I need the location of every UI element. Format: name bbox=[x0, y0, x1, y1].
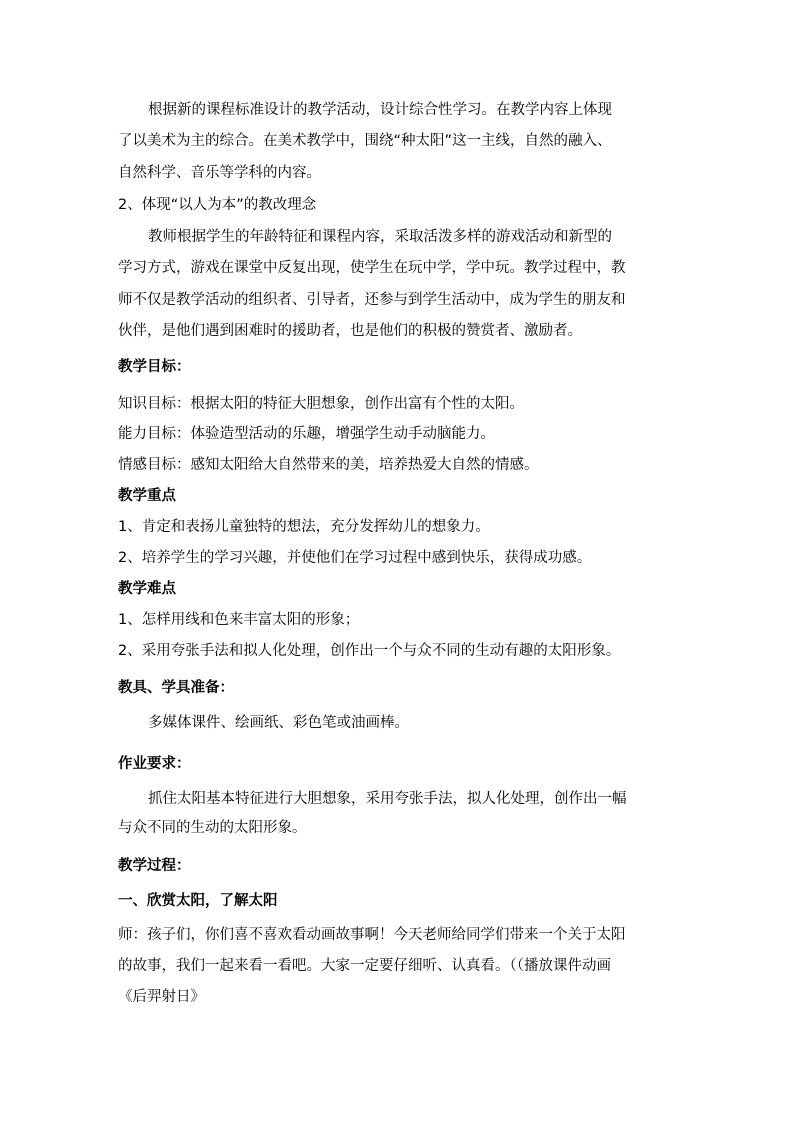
paragraph-line: 情感目标：感知太阳给大自然带来的美，培养热爱大自然的情感。 bbox=[118, 457, 539, 473]
section-heading: 教学重点 bbox=[118, 488, 176, 504]
section-heading: 作业要求： bbox=[118, 756, 191, 772]
list-item: 2、体现“以人为本”的教改理念 bbox=[118, 197, 317, 213]
paragraph-line: 的故事，我们一起来看一看吧。大家一定要仔细听、认真看。（（播放课件动画 bbox=[118, 958, 611, 974]
list-item: 1、肯定和表扬儿童独特的想法，充分发挥幼儿的想象力。 bbox=[118, 519, 490, 535]
section-heading: 一、欣赏太阳，了解太阳 bbox=[118, 893, 278, 909]
section-heading: 教学难点 bbox=[118, 581, 176, 597]
paragraph-line: 了以美术为主的综合。在美术教学中，围绕“种太阳”这一主线，自然的融入、 bbox=[118, 133, 612, 149]
list-item: 2、培养学生的学习兴趣，并使他们在学习过程中感到快乐，获得成功感。 bbox=[118, 550, 592, 566]
list-item: 1、怎样用线和色来丰富太阳的形象； bbox=[118, 612, 360, 628]
section-heading: 教学过程： bbox=[118, 858, 191, 874]
paragraph-line: 《后羿射日》 bbox=[118, 989, 205, 1005]
paragraph-line: 能力目标：体验造型活动的乐趣，增强学生动手动脑能力。 bbox=[118, 426, 495, 442]
paragraph-line: 与众不同的生动的太阳形象。 bbox=[118, 820, 307, 836]
paragraph-line: 自然科学、音乐等学科的内容。 bbox=[118, 165, 321, 181]
paragraph-line: 多媒体课件、绘画纸、彩色笔或油画棒。 bbox=[148, 715, 409, 731]
paragraph-line: 师不仅是教学活动的组织者、引导者，还参与到学生活动中，成为学生的朋友和 bbox=[118, 292, 626, 308]
paragraph-line: 教师根据学生的年龄特征和课程内容，采取活泼多样的游戏活动和新型的 bbox=[148, 229, 612, 245]
section-heading: 教学目标： bbox=[118, 359, 191, 375]
paragraph-line: 抓住太阳基本特征进行大胆想象，采用夸张手法，拟人化处理，创作出一幅 bbox=[148, 791, 627, 807]
paragraph-line: 学习方式，游戏在课堂中反复出现，使学生在玩中学，学中玩。教学过程中，教 bbox=[118, 260, 626, 276]
paragraph-line: 伙伴，是他们遇到困难时的援助者，也是他们的积极的赞赏者、激励者。 bbox=[118, 323, 582, 339]
list-item: 2、采用夸张手法和拟人化处理，创作出一个与众不同的生动有趣的太阳形象。 bbox=[118, 643, 621, 659]
paragraph-line: 根据新的课程标准设计的教学活动，设计综合性学习。在教学内容上体现 bbox=[148, 102, 612, 118]
paragraph-line: 师：孩子们，你们喜不喜欢看动画故事啊！今天老师给同学们带来一个关于太阳 bbox=[118, 927, 626, 943]
paragraph-line: 知识目标：根据太阳的特征大胆想象，创作出富有个性的太阳。 bbox=[118, 396, 524, 412]
section-heading: 教具、学具准备： bbox=[118, 680, 234, 696]
